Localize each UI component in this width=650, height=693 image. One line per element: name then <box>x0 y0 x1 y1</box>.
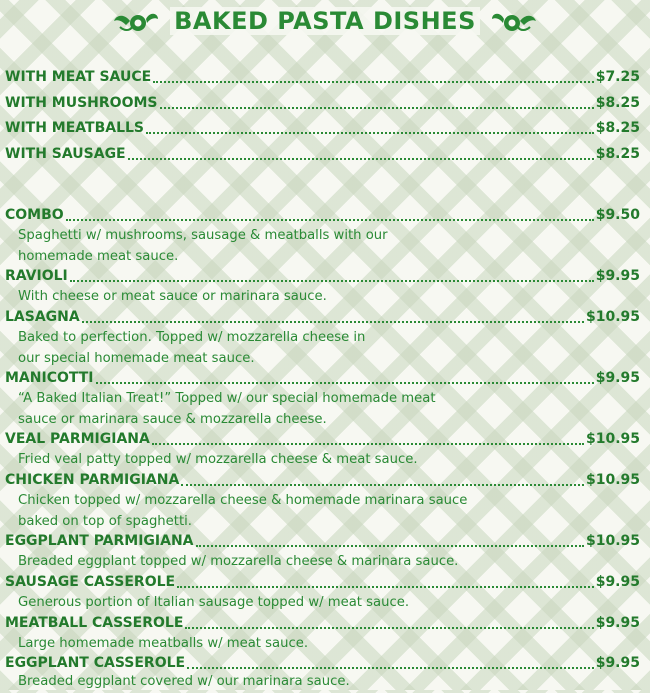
item-price: $10.95 <box>585 472 640 488</box>
item-description <box>18 593 538 614</box>
item-name: CHICKEN PARMIGIANA <box>5 472 180 488</box>
item-name: WITH MEAT SAUCE <box>5 69 152 85</box>
dot-leader <box>152 443 584 445</box>
item-price: $8.25 <box>595 95 640 111</box>
dot-leader <box>181 484 584 486</box>
menu-item <box>5 530 640 552</box>
item-description <box>18 672 538 693</box>
description-line: Generous portion of Italian sausage topped w/ meat sauce. <box>18 595 410 610</box>
dot-leader <box>66 219 594 221</box>
item-price: $9.95 <box>595 655 640 671</box>
item-name: WITH SAUSAGE <box>5 146 126 162</box>
leaf-flourish-icon <box>112 9 160 33</box>
menu-item <box>5 143 640 165</box>
item-name: WITH MUSHROOMS <box>5 95 158 111</box>
menu-item <box>5 92 640 114</box>
menu-header <box>0 4 650 38</box>
leaf-flourish-icon <box>490 9 538 33</box>
item-description <box>18 552 538 573</box>
item-name: LASAGNA <box>5 309 80 325</box>
dot-leader <box>187 667 594 669</box>
item-price: $9.95 <box>595 574 640 590</box>
description-line: sauce or marinara sauce & mozzarella cheese. <box>18 411 327 427</box>
item-description <box>18 491 538 532</box>
description-line: homemade meat sauce. <box>18 248 179 264</box>
description-line: “A Baked Italian Treat!” Topped w/ our special homemade meat <box>18 391 436 406</box>
description-line: Baked to perfection. Topped w/ mozzarella cheese in <box>18 330 366 345</box>
item-name: EGGPLANT CASSEROLE <box>5 655 186 671</box>
item-price: $10.95 <box>585 431 640 447</box>
item-price: $7.25 <box>595 69 640 85</box>
menu-item <box>5 265 640 287</box>
item-price: $10.95 <box>585 309 640 325</box>
menu-item <box>5 306 640 328</box>
item-price: $8.25 <box>595 146 640 162</box>
description-line: Chicken topped w/ mozzarella cheese & homemade marinara sauce <box>18 493 468 508</box>
item-name: SAUSAGE CASSEROLE <box>5 574 176 590</box>
item-description <box>18 287 538 308</box>
item-name: VEAL PARMIGIANA <box>5 431 150 447</box>
item-price: $9.95 <box>595 370 640 386</box>
dot-leader <box>128 158 594 160</box>
dot-leader <box>177 586 594 588</box>
item-price: $9.50 <box>595 207 640 223</box>
menu-item <box>5 571 640 593</box>
item-description <box>18 226 538 267</box>
menu-item <box>5 367 640 389</box>
dot-leader <box>185 627 593 629</box>
item-name: WITH MEATBALLS <box>5 120 145 136</box>
dot-leader <box>196 545 584 547</box>
menu-item <box>5 652 640 674</box>
dot-leader <box>70 280 594 282</box>
dot-leader <box>146 132 594 134</box>
page-title: BAKED PASTA DISHES <box>170 7 480 35</box>
description-line: Breaded eggplant topped w/ mozzarella cheese & marinara sauce. <box>18 554 459 569</box>
item-name: EGGPLANT PARMIGIANA <box>5 533 194 549</box>
description-line: Breaded eggplant covered w/ our marinara sauce. <box>18 674 350 689</box>
menu-item <box>5 428 640 450</box>
menu-item <box>5 204 640 226</box>
item-price: $10.95 <box>585 533 640 549</box>
description-line: Fried veal patty topped w/ mozzarella cheese & meat sauce. <box>18 452 418 467</box>
item-name: COMBO <box>5 207 64 223</box>
dot-leader <box>160 107 594 109</box>
item-name: MEATBALL CASSEROLE <box>5 615 184 631</box>
menu-item <box>5 66 640 88</box>
item-name: MANICOTTI <box>5 370 94 386</box>
item-description <box>18 389 538 430</box>
menu-item <box>5 612 640 634</box>
item-price: $9.95 <box>595 268 640 284</box>
item-price: $8.25 <box>595 120 640 136</box>
item-description <box>18 328 538 369</box>
item-description <box>18 450 538 471</box>
item-name: RAVIOLI <box>5 268 68 284</box>
menu-item <box>5 469 640 491</box>
menu-item <box>5 117 640 139</box>
dot-leader <box>82 321 584 323</box>
description-line: Spaghetti w/ mushrooms, sausage & meatballs with our <box>18 228 388 243</box>
description-line: baked on top of spaghetti. <box>18 513 192 529</box>
dot-leader <box>96 382 594 384</box>
description-line: With cheese or meat sauce or marinara sauce. <box>18 289 327 304</box>
description-line: our special homemade meat sauce. <box>18 350 255 366</box>
item-price: $9.95 <box>595 615 640 631</box>
description-line: Large homemade meatballs w/ meat sauce. <box>18 636 309 651</box>
dot-leader <box>153 81 594 83</box>
